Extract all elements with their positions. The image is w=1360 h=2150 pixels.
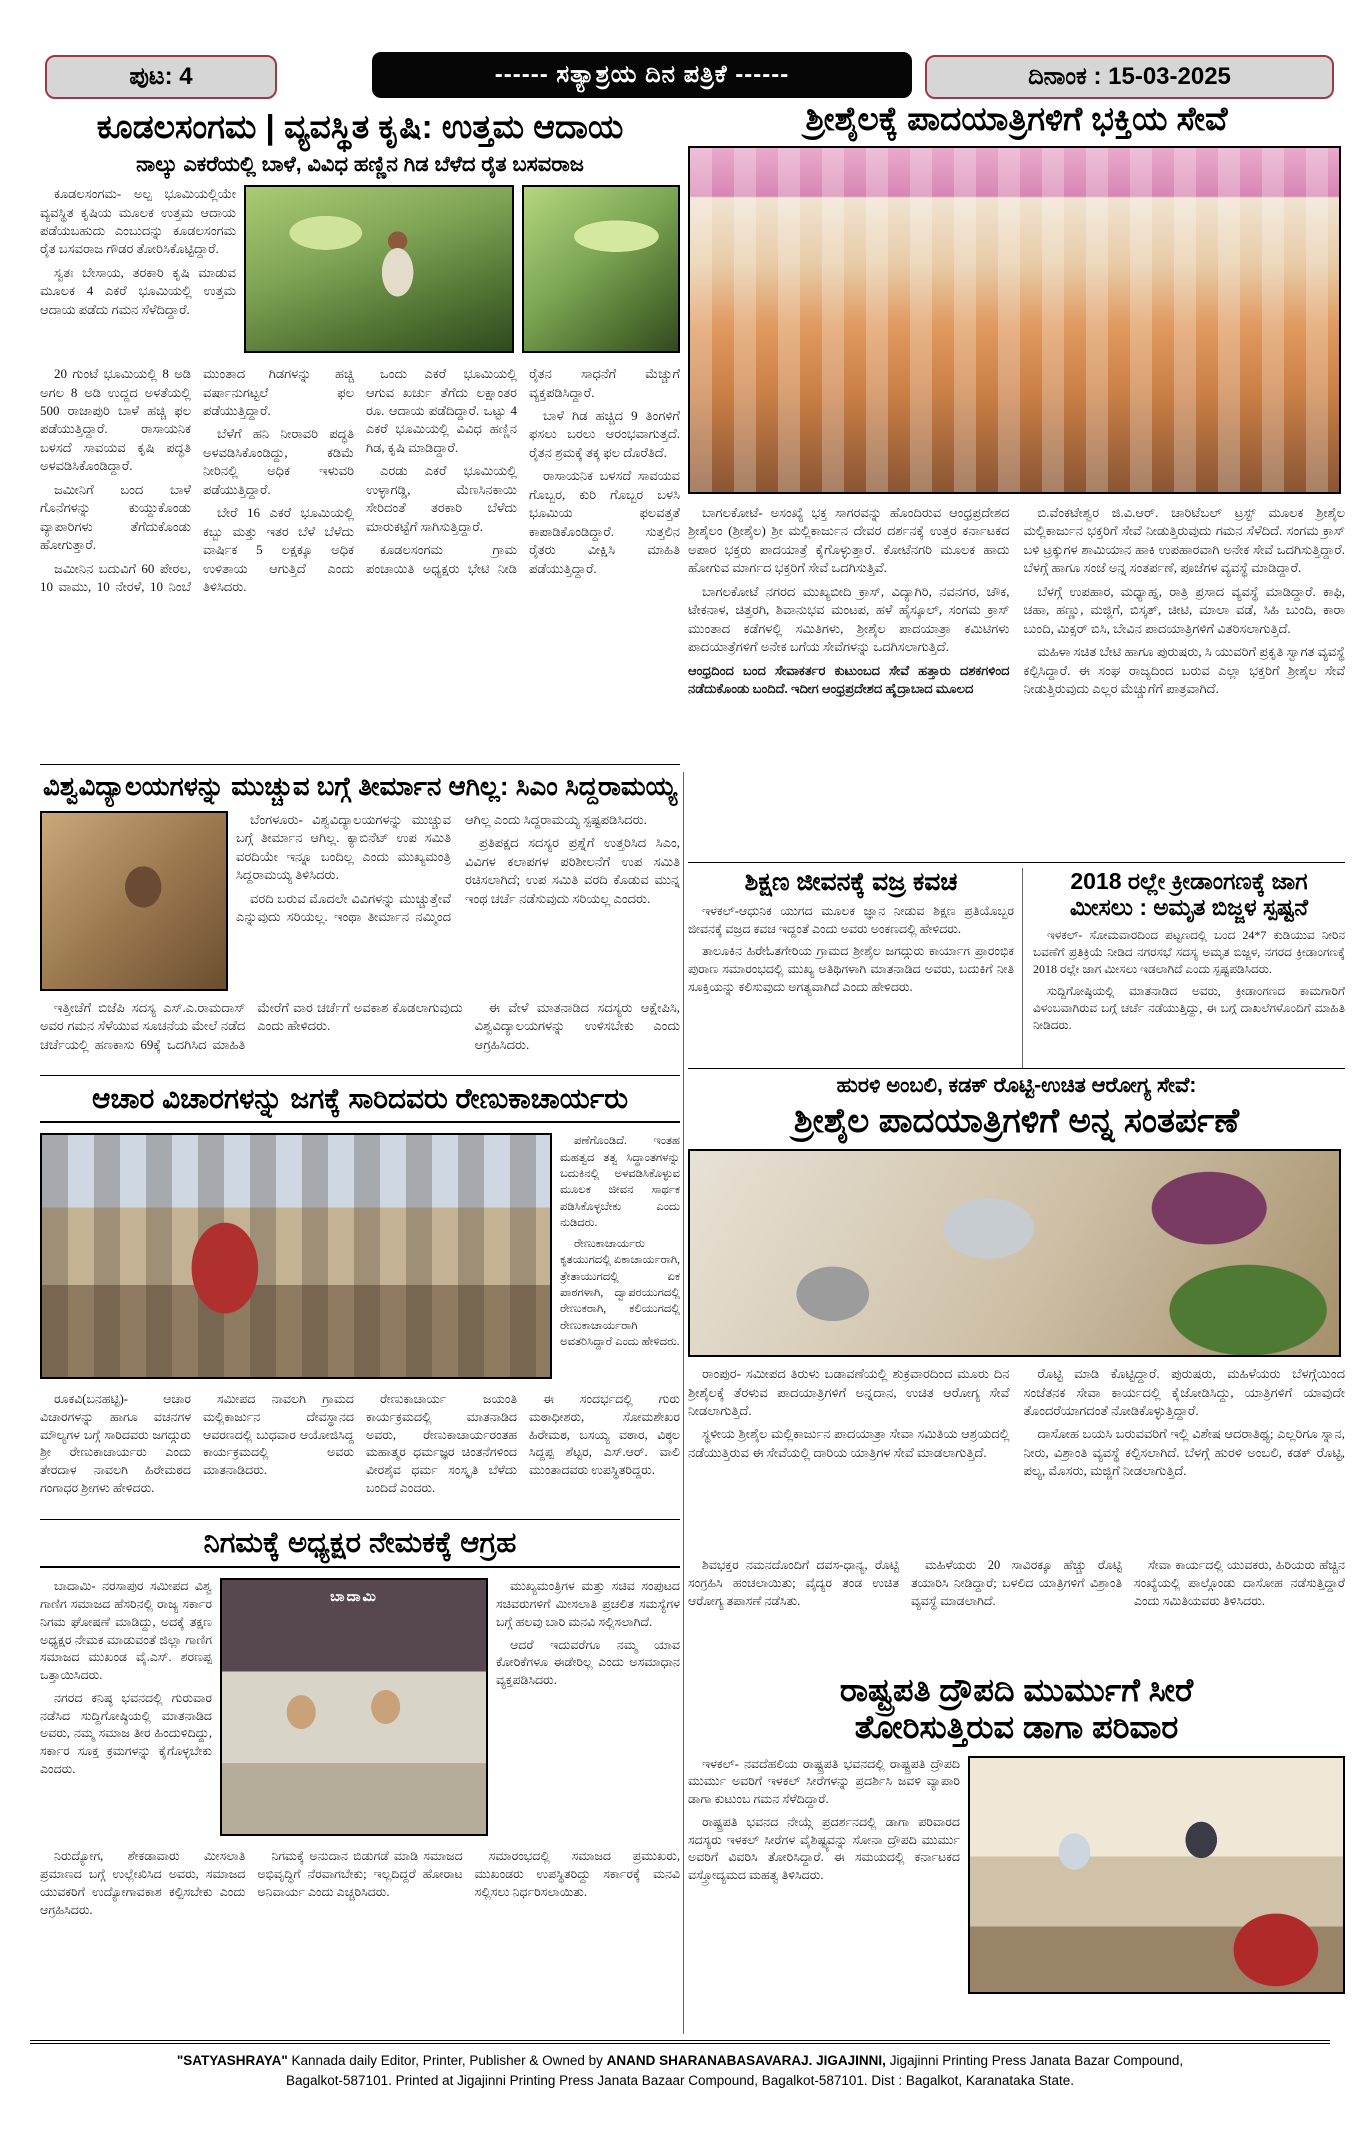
page-number-badge: [45, 55, 277, 99]
imprint-text1: Kannada daily Editor, Printer, Publisher & Owned by: [287, 2053, 607, 2068]
article-cm-universities: [40, 772, 680, 1076]
photo-pilgrims-food-service: [688, 146, 1341, 494]
article-shikshana: [688, 868, 1014, 1068]
article-santarpane: [688, 1074, 1345, 1666]
body-paragraph: ತಾಲೂಕಿನ ಹಿರೇಓತಗೇರಿಯ ಗ್ರಾಮದ ಶ್ರೀಶೈಲ ಜಗದ್ಗುರು ಕಾರ್ಯಾಗ ಪ್ರಾರಂಭಿಕ ಪುರಾಣ ಸಮಾರಂಭದಲ್ಲಿ ಮುಖ್ಯ ಅತಿಥಿಗಳಾಗಿ ಮಾತನಾಡಿದ ಅವರು, ಬದುಕಿಗೆ ನೀತಿ ಸೂಕ್ತಿಯನ್ನು ಕಲಿಸುವುದು ಅಗತ್ಯವಾಗಿದೆ ಎಂದು ಹೇಳಿದರು.: [688, 944, 1014, 994]
article-bijjala-headline-line1: 2018 ರಲ್ಲೇ ಕ್ರೀಡಾಂಗಣಕ್ಕೆ ಜಾಗ: [1070, 868, 1308, 894]
body-paragraph: ರಾಂಪುರ- ಸಮೀಪದ ತಿರುಳು ಬಡಾವಣೆಯಲ್ಲಿ ಶುಕ್ರವಾರದಿಂದ ಮೂರು ದಿನ ಶ್ರೀಶೈಲಕ್ಕೆ ತೆರಳುವ ಪಾದಯಾತ್ರಿಗಳಿಗೆ ಅನ್ನದಾನ, ಉಚಿತ ಆರೋಗ್ಯ ಸೇವೆ ನೀಡಲಾಗುತ್ತಿದೆ.: [688, 1366, 1010, 1418]
body-paragraph: ಬೆಳಗ್ಗೆ ಉಪಹಾರ, ಮಧ್ಯಾಹ್ನ, ರಾತ್ರಿ ಪ್ರಸಾದ ವ್ಯವಸ್ಥೆ ಮಾಡಿದ್ದಾರೆ. ಕಾಫಿ, ಚಹಾ, ಹಣ್ಣು, ಮಜ್ಜಿಗೆ, ಬಿಸ್ಕತ್, ಚೀಟಿ, ಮಾಲಾ ವಡೆ, ಸಿಹಿ ಬುಂದಿ, ಕಾರಾ ಬುಂದಿ, ಮಿಕ್ಸರ್ ಬಿಸಿ, ಬೇವಿನ ಪಾದಯಾತ್ರಿಗಳಿಗೆ ವಿತರಿಸಲಾಗುತ್ತಿದೆ.: [1023, 583, 1345, 636]
article-nigama-left-col: [40, 1578, 212, 1840]
body-paragraph: ನಿಗಮಕ್ಕೆ ಅನುದಾನ ಬಿಡುಗಡೆ ಮಾಡಿ ಸಮಾಜದ ಅಭಿವೃದ್ಧಿಗೆ ನೆರವಾಗಬೇಕು; ಇಲ್ಲದಿದ್ದರೆ ಹೋರಾಟ ಅನಿವಾರ್ಯ ಎಂದು ಎಚ್ಚರಿಸಿದರು.: [257, 1849, 463, 1899]
article-nigama: [40, 1527, 680, 2032]
date-badge: [925, 55, 1334, 99]
article-srishaila-body-part1: [688, 504, 1010, 657]
sub-articles-row: [688, 868, 1345, 1069]
article-santarpane-headline: ಶ್ರೀಶೈಲ ಪಾದಯಾತ್ರಿಗಳಿಗೆ ಅನ್ನ ಸಂತರ್ಪಣೆ: [793, 1102, 1240, 1140]
body-paragraph: ಮುಖ್ಯಮಂತ್ರಿಗಳ ಮತ್ತು ಸಚಿವ ಸಂಪುಟದ ಸಚಿವರುಗಳಿಗೆ ಮೀಸಲಾತಿ ಪ್ರಚಲಿತ ಸಮಸ್ಯೆಗಳ ಬಗ್ಗೆ ಹಲವು ಬಾರಿ ಮನವಿ ಸಲ್ಲಿಸಲಾಗಿದೆ.: [496, 1579, 680, 1629]
body-paragraph: ಸಮೀಪದ ನಾವಲಗಿ ಗ್ರಾಮದ ಮಲ್ಲಿಕಾರ್ಜುನ ದೇವಸ್ಥಾನದ ಆವರಣದಲ್ಲಿ ಬುಧವಾರ ಆಯೋಜಿಸಿದ್ದ ಕಾರ್ಯಕ್ರಮದಲ್ಲಿ ಅವರು ಮಾತನಾಡಿದರು.: [203, 1392, 354, 1478]
body-paragraph: ರೂಕವಿ(ಬನಹಟ್ಟಿ)- ಆಚಾರ ವಿಚಾರಗಳನ್ನು ಹಾಗೂ ವಚನಗಳ ಮೌಲ್ಯಗಳ ಬಗ್ಗೆ ಸಾರಿದವರು ಜಗದ್ಗುರು ಶ್ರೀ ರೇಣುಕಾಚಾರ್ಯರು ಎಂದು ತೇರದಾಳ ನಾವಲಗಿ ಹಿರೇಮಠದ ಗಂಗಾಧರ ಶ್ರೀಗಳು ಹೇಳಿದರು.: [40, 1392, 191, 1495]
article-srishaila-inline-subhead: ಆಂಧ್ರದಿಂದ ಬಂದ ಸೇವಾಕರ್ತರ ಕುಟುಂಬದ ಸೇವೆ ಹತ್ತಾರು ದಶಕಗಳಿಂದ ನಡೆದುಕೊಂಡು ಬಂದಿದೆ. ಇದೀಗ ಆಂಧ್ರಪ್ರದೇಶದ ಹೈದ್ರಾಬಾದ ಮೂಲದ: [688, 662, 1010, 697]
body-paragraph: ಜಮೀನಿನ ಬದುವಿಗೆ 60 ಪೇರಲ, 10 ವಾಮು, 10 ನೇರಳೆ, 10 ನಿಂಬೆ ಮುಂತಾದ ಗಿಡಗಳನ್ನು ಹಚ್ಚಿ ವರ್ಷಾನುಗಟ್ಟಲೆ ಫಲ ಪಡೆಯುತ್ತಿದ್ದಾರೆ.: [40, 366, 354, 595]
article-farming-subhead: ನಾಲ್ಕು ಎಕರೆಯಲ್ಲಿ ಬಾಳೆ, ವಿವಿಧ ಹಣ್ಣಿನ ಗಿಡ ಬೆಳೆದ ರೈತ ಬಸವರಾಜ: [136, 152, 584, 176]
article-renukacharya: [40, 1083, 680, 1520]
body-paragraph: ಈ ವೇಳೆ ಮಾತನಾಡಿದ ಸದಸ್ಯರು ಆಕ್ಷೇಪಿಸಿ, ವಿಶ್ವವಿದ್ಯಾಲಯಗಳನ್ನು ಉಳಿಸಬೇಕು ಎಂದು ಆಗ್ರಹಿಸಿದರು.: [474, 999, 680, 1052]
article-nigama-body: [40, 1848, 680, 2013]
article-bijjala-headline-line2: ಮೀಸಲು : ಅಮೃತ ಬಿಜ್ಜಳ ಸ್ಪಷ್ಟನೆ: [1069, 894, 1309, 921]
body-paragraph: ಬೆಂಗಳೂರು- ವಿಶ್ವವಿದ್ಯಾಲಯಗಳನ್ನು ಮುಚ್ಚುವ ಬಗ್ಗೆ ತೀರ್ಮಾನ ಆಗಿಲ್ಲ. ಕ್ಯಾಬಿನೆಟ್ ಉಪ ಸಮಿತಿ ವರದಿಯೇ ಇನ್ನೂ ಬಂದಿಲ್ಲ ಎಂದು ಮುಖ್ಯಮಂತ್ರಿ ಸಿದ್ದರಾಮಯ್ಯ ತಿಳಿಸಿದರು.: [236, 811, 451, 883]
body-paragraph: ಇಳಕಲ್- ಸೋಮವಾರದಿಂದ ಪಟ್ಟಣದಲ್ಲಿ ಬಂದ 24*7 ಕುಡಿಯುವ ನೀರಿನ ಬವಣೆಗೆ ಪ್ರತಿಕ್ರಿಯೆ ನೀಡಿದ ನಗರಸಭೆ ಸದಸ್ಯ ಅಮೃತ ಬಿಜ್ಜಳ, ನಗರದ ಕ್ರೀಡಾಂಗಣಕ್ಕೆ 2018 ರಲ್ಲೇ ಜಾಗ ಮೀಸಲು ಇಡಲಾಗಿದೆ ಎಂದು ಸ್ಪಷ್ಟಪಡಿಸಿದರು.: [1033, 927, 1345, 976]
photo-banana-farmer: [244, 185, 514, 353]
article-nigama-headline: ನಿಗಮಕ್ಕೆ ಅಧ್ಯಕ್ಷರ ನೇಮಕಕ್ಕೆ ಆಗ್ರಹ: [40, 1527, 680, 1568]
article-murmu-body: [688, 1756, 960, 1996]
body-paragraph: ಬೆಳೆಗೆ ಹನಿ ನೀರಾವರಿ ಪದ್ಧತಿ ಅಳವಡಿಸಿಕೊಂಡಿದ್ದು, ಕಡಿಮೆ ನೀರಿನಲ್ಲಿ ಅಧಿಕ ಇಳುವರಿ ಪಡೆಯುತ್ತಿದ್ದಾರೆ.: [203, 426, 354, 497]
body-paragraph: ನಿರುದ್ಯೋಗ, ಶೇಕಡಾವಾರು ಮೀಸಲಾತಿ ಪ್ರಮಾಣದ ಬಗ್ಗೆ ಉಲ್ಲೇಖಿಸಿದ ಅವರು, ಸಮಾಜದ ಯುವಕರಿಗೆ ಉದ್ಯೋಗಾವಕಾಶ ಕಲ್ಪಿಸಬೇಕು ಎಂದು ಆಗ್ರಹಿಸಿದರು.: [40, 1849, 246, 1917]
photo-murmu-saree-presentation: [968, 1756, 1345, 1994]
imprint-line2: Bagalkot-587101. Printed at Jigajinni Printing Press Janata Bazaar Compound, Bagalkot-587101. Dist : Bagalkot, Karanataka State.: [286, 2073, 1074, 2089]
article-renuka-headline: ಆಚಾರ ವಿಚಾರಗಳನ್ನು ಜಗಕ್ಕೆ ಸಾರಿದವರು ರೇಣುಕಾಚಾರ್ಯರು: [40, 1083, 680, 1123]
article-renuka-side: [560, 1133, 680, 1383]
article-bijjala: [1022, 868, 1345, 1068]
photo-renuka-gathering: [40, 1133, 552, 1379]
body-paragraph: ಪಣೆಗೊಂಡಿದೆ. ಇಂತಹ ಮಹತ್ವದ ತತ್ವ ಸಿದ್ಧಾಂತಗಳನ್ನು ಬದುಕಿನಲ್ಲಿ ಅಳವಡಿಸಿಕೊಳ್ಳುವ ಮೂಲಕ ಜೀವನ ಸಾರ್ಥಕ ಪಡಿಸಿಕೊಳ್ಳಬೇಕು ಎಂದು ನುಡಿದರು.: [560, 1135, 680, 1229]
article-cm-body: [40, 999, 680, 1073]
article-farming-headline: ಕೂಡಲಸಂಗಮ | ವ್ಯವಸ್ಥಿತ ಕೃಷಿ: ಉತ್ತಮ ಆದಾಯ: [96, 108, 624, 145]
article-farming-body: [40, 365, 680, 737]
body-paragraph: ದಾಸೋಹ ಬಯಸಿ ಬರುವವರಿಗೆ ಇಲ್ಲಿ ವಿಶೇಷ ಆದರಾತಿಥ್ಯ; ಎಲ್ಲರಿಗೂ ಸ್ನಾನ, ನೀರು, ವಿಶ್ರಾಂತಿ ವ್ಯವಸ್ಥೆ ಕಲ್ಪಿಸಲಾಗಿದೆ. ಬೆಳಗ್ಗೆ ಹುರಳಿ ಅಂಬಲಿ, ಕಡಕ್ ರೊಟ್ಟಿ, ಪಲ್ಯ, ಮೊಸರು, ಮಜ್ಜಿಗೆ ನೀಡಲಾಗುತ್ತಿದೆ.: [1023, 1426, 1345, 1479]
column-divider: [683, 772, 684, 2034]
body-paragraph: ಮಹಿಳೆಯರು 20 ಸಾವಿರಕ್ಕೂ ಹೆಚ್ಚು ರೊಟ್ಟಿ ತಯಾರಿಸಿ ನೀಡಿದ್ದಾರೆ; ಬಳಲಿದ ಯಾತ್ರಿಗಳಿಗೆ ವಿಶ್ರಾಂತಿ ವ್ಯವಸ್ಥೆ ಮಾಡಲಾಗಿದೆ.: [911, 1558, 1122, 1608]
body-paragraph: ಸುದ್ದಿಗೋಷ್ಠಿಯಲ್ಲಿ ಮಾತನಾಡಿದ ಅವರು, ಕ್ರೀಡಾಂಗಣದ ಕಾಮಗಾರಿಗೆ ವಿಳಂಬವಾಗಿರುವ ಬಗ್ಗೆ ಚರ್ಚೆ ನಡೆಯುತ್ತಿದ್ದು, ಈ ಬಗ್ಗೆ ದಾಖಲೆಗಳೊಂದಿಗೆ ಮಾಹಿತಿ ನೀಡಿದರು.: [1033, 983, 1345, 1033]
article-nigama-right-col: [496, 1578, 680, 1840]
imprint-paper-name: "SATYASHRAYA": [176, 2053, 288, 2068]
body-paragraph: ಈ ಸಂದರ್ಭದಲ್ಲಿ ಗುರು ಮಠಾಧೀಶರು, ಸೋಮಶೇಖರ ಹಿರೇಮಠ, ಬಸಯ್ಯ ವಠಾರ, ವಿಠ್ಠಲ ಸಿದ್ದಪ್ಪ ಶೆಟ್ಟರ, ಎಸ್.ಆರ್. ವಾಲಿ ಮುಂತಾದವರು ಉಪಸ್ಥಿತರಿದ್ದರು.: [529, 1392, 680, 1478]
article-murmu-headline-line1: ರಾಷ್ಟ್ರಪತಿ ದ್ರೌಪದಿ ಮುರ್ಮುಗೆ ಸೀರೆ: [839, 1672, 1194, 1708]
body-paragraph: ಬಾಳೆ ಗಿಡ ಹಚ್ಚಿದ 9 ತಿಂಗಳಿಗೆ ಫಸಲು ಬರಲು ಆರಂಭವಾಗುತ್ತದೆ. ರೈತನ ಶ್ರಮಕ್ಕೆ ತಕ್ಕ ಫಲ ದೊರೆತಿದೆ.: [529, 407, 680, 460]
page-number-label: ಪುಟ: 4: [129, 63, 193, 90]
photo-vegetables-kitchen: [688, 1149, 1341, 1357]
body-paragraph: ಬೇರೆ 16 ಎಕರೆ ಭೂಮಿಯಲ್ಲಿ ಕಬ್ಬು ಮತ್ತು ಇತರ ಬೆಳೆ ಬೆಳೆದು ವಾರ್ಷಿಕ 5 ಲಕ್ಷಕ್ಕೂ ಅಧಿಕ ಉಳಿತಾಯ ಆಗುತ್ತಿದೆ ಎಂದು ತಿಳಿಸಿದರು.: [203, 505, 354, 595]
body-paragraph: ಆದರೆ ಇದುವರೆಗೂ ನಮ್ಮ ಯಾವ ಕೋರಿಕೆಗಳೂ ಈಡೇರಿಲ್ಲ ಎಂದು ಅಸಮಾಧಾನ ವ್ಯಕ್ತಪಡಿಸಿದರು.: [496, 1637, 680, 1688]
body-paragraph: ಸೇವಾ ಕಾರ್ಯದಲ್ಲಿ ಯುವಕರು, ಹಿರಿಯರು ಹೆಚ್ಚಿನ ಸಂಖ್ಯೆಯಲ್ಲಿ ಪಾಲ್ಗೊಂಡು ದಾಸೋಹ ನಡೆಸುತ್ತಿದ್ದಾರೆ ಎಂದು ಸಮಿತಿಯವರು ತಿಳಿಸಿದರು.: [1134, 1558, 1345, 1608]
body-paragraph: ವರದಿ ಬರುವ ಮೊದಲೇ ವಿವಿಗಳನ್ನು ಮುಚ್ಚುತ್ತೇವೆ ಎನ್ನುವುದು ಸರಿಯಲ್ಲ. ಇಂಥಾ ತೀರ್ಮಾನ ನಮ್ಮಿಂದ ಆಗಿಲ್ಲ ಎಂದು ಸಿದ್ದರಾಮಯ್ಯ ಸ್ಪಷ್ಟಪಡಿಸಿದರು.: [236, 811, 647, 925]
article-murmu-headline-line2: ತೋರಿಸುತ್ತಿರುವ ಡಾಗಾ ಪರಿವಾರ: [854, 1708, 1179, 1745]
body-paragraph: ಬಿ.ವೆಂಕಟೇಶ್ವರ ಜಿ.ವಿ.ಆರ್. ಚಾರಿಟೆಬಲ್ ಟ್ರಸ್ಟ್ ಮೂಲಕ ಶ್ರೀಶೈಲ ಮಲ್ಲಿಕಾರ್ಜುನ ಭಕ್ತರಿಗೆ ಸೇವೆ ನೀಡುತ್ತಿರುವುದು ಗಮನ ಸೆಳೆದಿದೆ. ಸಂಗಮ ಕ್ರಾಸ್ ಬಳಿ ಟ್ರಕ್ಕುಗಳ ಶಾಮಿಯಾನ ಹಾಕಿ ಉಪಹಾರವಾಗಿ ಅನೇಕ ಸೇವೆ ಒದಗಿಸುತ್ತಿದ್ದಾರೆ. ಬೆಳಗ್ಗೆ ಹಾಗೂ ಸಂಜೆ ಅನ್ನ ಸಂತರ್ಪಣೆ, ಪೂಜೆಗಳ ವ್ಯವಸ್ಥೆ ಮಾಡಿದ್ದಾರೆ.: [1023, 504, 1345, 576]
article-santarpane-body2: [688, 1557, 1345, 1645]
body-paragraph: ಬಾಗಲಕೋಟೆ ನಗರದ ಮುಖ್ಯಬೀದಿ ಕ್ರಾಸ್, ವಿದ್ಯಾಗಿರಿ, ನವನಗರ, ಚೌಕ, ಟೇಕನಾಳ, ಚಿತ್ತರಗಿ, ಶಿವಾನುಭವ ಮಂಟಪ, ಹಳೆ ಹೈಸ್ಕೂಲ್, ಸಂಗಮ ಕ್ರಾಸ್ ಮುಂತಾದ ಕಡೆಗಳಲ್ಲಿ ಸಮಿತಿಗಳು, ಶ್ರೀಶೈಲ ಪಾದಯಾತ್ರಾ ಕಮಿಟಿಗಳು ಪಾದಯಾತ್ರೆಗಳಿಗೆ ಅನೇಕ ಬಗೆಯ ಸೇವೆಗಳನ್ನು ಒದಗಿಸಲಾಗುತ್ತಿದೆ.: [688, 583, 1010, 655]
body-paragraph: ಸಮಾರಂಭದಲ್ಲಿ ಸಮಾಜದ ಪ್ರಮುಖರು, ಮುಖಂಡರು ಉಪಸ್ಥಿತರಿದ್ದು ಸರ್ಕಾರಕ್ಕೆ ಮನವಿ ಸಲ್ಲಿಸಲು ನಿರ್ಧರಿಸಲಾಯಿತು.: [474, 1849, 680, 1899]
body-paragraph: ಬಾಗಲಕೋಟೆ- ಅಸಂಖ್ಯೆ ಭಕ್ತ ಸಾಗರವನ್ನು ಹೊಂದಿರುವ ಆಂಧ್ರಪ್ರದೇಶದ ಶ್ರೀಶೈಲಂ (ಶ್ರೀಶೈಲ) ಶ್ರೀ ಮಲ್ಲಿಕಾರ್ಜುನ ದೇವರ ದರ್ಶನಕ್ಕೆ ಉತ್ತರ ಕರ್ನಾಟಕದ ಅಪಾರ ಭಕ್ತರು ಪಾದಯಾತ್ರೆ ಕೈಗೊಳ್ಳುತ್ತಾರೆ. ಕೋಟೆನಗರಿ ಮೂಲಕ ಹಾದು ಹೋಗುವ ಮಾರ್ಗದ ಭಕ್ತರಿಗೆ ಸೇವೆ ಒದಗಿಸುತ್ತಿವೆ.: [688, 504, 1010, 576]
imprint-owner-name: ANAND SHARANABASAVARAJ. JIGAJINNI,: [606, 2053, 886, 2068]
masthead-title: ------ ಸತ್ಯಾಶ್ರಯ ದಿನ ಪತ್ರಿಕೆ ------: [494, 61, 790, 88]
article-farming: [40, 108, 680, 765]
body-paragraph: ಎರಡು ಎಕರೆ ಭೂಮಿಯಲ್ಲಿ ಉಳ್ಳಾಗಡ್ಡಿ, ಮೆಣಸಿನಕಾಯಿ ಸೇರಿದಂತೆ ತರಕಾರಿ ಬೆಳೆದು ಮಾರುಕಟ್ಟೆಗೆ ಸಾಗಿಸುತ್ತಿದ್ದಾರೆ.: [366, 463, 517, 534]
body-paragraph: ಇಳಕಲ್- ನವದೆಹಲಿಯ ರಾಷ್ಟ್ರಪತಿ ಭವನದಲ್ಲಿ ರಾಷ್ಟ್ರಪತಿ ದ್ರೌಪದಿ ಮುರ್ಮು ಅವರಿಗೆ ಇಳಕಲ್ ಸೀರೆಗಳನ್ನು ಪ್ರದರ್ಶಿಸಿ ಜವಳಿ ವ್ಯಾಪಾರಿ ಡಾಗಾ ಕುಟುಂಬ ಗಮನ ಸೆಳೆದಿದ್ದಾರೆ.: [688, 1756, 960, 1807]
body-paragraph: ರೇಣುಕಾಚಾರ್ಯರು ಕೃತಯುಗದಲ್ಲಿ ಏಕಾಚಾರ್ಯರಾಗಿ, ತ್ರೇತಾಯುಗದಲ್ಲಿ ಏಕ ಪಾಠಗಳಾಗಿ, ದ್ವಾಪರಯುಗದಲ್ಲಿ ರೇಣುಕರಾಗಿ, ಕಲಿಯುಗದಲ್ಲಿ ರೇಣುಕಾಚಾರ್ಯರಾಗಿ ಅವತರಿಸಿದ್ದಾರೆ ಎಂದು ಹೇಳಿದರು.: [560, 1238, 680, 1349]
body-paragraph: ಸ್ವತಃ ಬೇಸಾಯ, ತರಕಾರಿ ಕೃಷಿ ಮಾಡುವ ಮೂಲಕ 4 ಎಕರೆ ಭೂಮಿಯಲ್ಲಿ ಉತ್ತಮ ಆದಾಯ ಪಡೆದು ಗಮನ ಸೆಳೆದಿದ್ದಾರೆ.: [40, 264, 236, 317]
body-paragraph: ಜಮೀನಿಗೆ ಬಂದ ಬಾಳೆ ಗೊನೆಗಳನ್ನು ಕುಯ್ದುಕೊಂಡು ವ್ಯಾಪಾರಿಗಳು ತೆಗೆದುಕೊಂಡು ಹೋಗುತ್ತಾರೆ.: [40, 481, 191, 553]
article-srishaila-body-part2: [1024, 504, 1346, 699]
article-renuka-body: [40, 1391, 680, 1517]
article-shikshana-headline: ಶಿಕ್ಷಣ ಜೀವನಕ್ಕೆ ವಜ್ರ ಕವಚ: [744, 868, 958, 896]
imprint-text2: Jigajinni Printing Press Janata Bazar Compound,: [885, 2053, 1184, 2068]
article-cm-headline: ವಿಶ್ವವಿದ್ಯಾಲಯಗಳನ್ನು ಮುಚ್ಚುವ ಬಗ್ಗೆ ತೀರ್ಮಾನ ಆಗಿಲ್ಲ: ಸಿಎಂ ಸಿದ್ದರಾಮಯ್ಯ: [42, 772, 678, 801]
body-paragraph: ರಾಷ್ಟ್ರಪತಿ ಭವನದ ನೇಯ್ಗೆ ಪ್ರದರ್ಶನದಲ್ಲಿ ಡಾಗಾ ಪರಿವಾರದ ಸದಸ್ಯರು ಇಳಕಲ್ ಸೀರೆಗಳ ವೈಶಿಷ್ಟ್ಯವನ್ನು ಸೋನಾ ದ್ರೌಪದಿ ಮುರ್ಮು ಅವರಿಗೆ ವಿವರಿಸಿ ತೋರಿಸಿದ್ದಾರೆ. ಈ ಸಮಯದಲ್ಲಿ ಕರ್ನಾಟಕದ ವಸ್ತ್ರೋದ್ಯಮದ ಮಹತ್ವ ತಿಳಿಸಿದರು.: [688, 1814, 960, 1883]
photo-banana-leaves: [522, 185, 680, 353]
body-paragraph: ನಗರದ ಕನಿಷ್ಠ ಭವನದಲ್ಲಿ ಗುರುವಾರ ನಡೆಸಿದ ಸುದ್ದಿಗೋಷ್ಠಿಯಲ್ಲಿ ಮಾತನಾಡಿದ ಅವರು, ನಮ್ಮ ಸಮಾಜ ತೀರ ಹಿಂದುಳಿದಿದ್ದು, ಸರ್ಕಾರ ಸೂಕ್ತ ಕ್ರಮಗಳನ್ನು ಕೈಗೊಳ್ಳಬೇಕು ಎಂದರು.: [40, 1690, 212, 1776]
article-murmu-saree: [688, 1672, 1345, 2032]
photo-cm-siddaramaiah: [40, 811, 228, 991]
article-shikshana-body: [688, 903, 1014, 1053]
article-santarpane-body: [688, 1365, 1345, 1553]
body-paragraph: ರಾಸಾಯನಿಕ ಬಳಸದೆ ಸಾವಯವ ಗೊಬ್ಬರ, ಕುರಿ ಗೊಬ್ಬರ ಬಳಸಿ ಭೂಮಿಯ ಫಲವತ್ತತೆ ಕಾಪಾಡಿಕೊಂಡಿದ್ದಾರೆ. ಸುತ್ತಲಿನ ರೈತರು ವೀಕ್ಷಿಸಿ ಮಾಹಿತಿ ಪಡೆಯುತ್ತಿದ್ದಾರೆ.: [529, 468, 680, 576]
body-paragraph: ರೇಣುಕಾಚಾರ್ಯ ಜಯಂತಿ ಕಾರ್ಯಕ್ರಮದಲ್ಲಿ ಮಾತನಾಡಿದ ಅವರು, ರೇಣುಕಾಚಾರ್ಯರಂತಹ ಮಹಾತ್ಮರ ಧರ್ಮಜ್ಞರ ಚಿಂತನೆಗಳಿಂದ ವೀರಶೈವ ಧರ್ಮ ಸಂಸ್ಕೃತಿ ಬೆಳೆದು ಬಂದಿದೆ ಎಂದರು.: [366, 1392, 517, 1495]
masthead: [372, 52, 912, 98]
article-bijjala-body: [1033, 927, 1345, 1047]
photo-banner-text: ಬಾದಾಮಿ: [330, 1588, 378, 1605]
body-paragraph: ಶಿವಭಕ್ತರ ನಮನದೊಂದಿಗೆ ದವಸ-ಧಾನ್ಯ, ರೊಟ್ಟಿ ಸಂಗ್ರಹಿಸಿ ಹಂಚಲಾಯಿತು; ವೈದ್ಯರ ತಂಡ ಉಚಿತ ಆರೋಗ್ಯ ತಪಾಸಣೆ ನಡೆಸಿತು.: [688, 1558, 899, 1608]
article-srishaila-headline: ಶ್ರೀಶೈಲಕ್ಕೆ ಪಾದಯಾತ್ರಿಗಳಿಗೆ ಭಕ್ತಿಯ ಸೇವೆ: [805, 100, 1228, 137]
body-paragraph: ಕೂಡಲಸಂಗಮ ಗ್ರಾಮ ಪಂಚಾಯಿತಿ ಅಧ್ಯಕ್ಷರು ಭೇಟಿ ನೀಡಿ ರೈತನ ಸಾಧನೆಗೆ ಮೆಚ್ಚುಗೆ ವ್ಯಕ್ತಪಡಿಸಿದ್ದಾರೆ.: [366, 366, 680, 576]
body-paragraph: ಕೂಡಲಸಂಗಮ- ಅಲ್ಪ ಭೂಮಿಯಲ್ಲಿಯೇ ವ್ಯವಸ್ಥಿತ ಕೃಷಿಯ ಮೂಲಕ ಉತ್ತಮ ಆದಾಯ ಪಡೆಯಬಹುದು ಎಂಬುದನ್ನು ಕೂಡಲಸಂಗಮ ರೈತ ಬಸವರಾಜ ಗೌಡರ ತೋರಿಸಿಕೊಟ್ಟಿದ್ದಾರೆ.: [40, 186, 236, 257]
body-paragraph: ರೊಟ್ಟಿ ಮಾಡಿ ಕೊಟ್ಟಿದ್ದಾರೆ. ಪುರುಷರು, ಮಹಿಳೆಯರು ಬೆಳಗ್ಗೆಯಿಂದ ಸಂಜೆತನಕ ಸೇವಾ ಕಾರ್ಯದಲ್ಲಿ ಕೈಜೋಡಿಸಿದ್ದು, ಯಾತ್ರಿಗಳಿಗೆ ಯಾವುದೇ ತೊಂದರೆಯಾಗದಂತೆ ನೋಡಿಕೊಳ್ಳುತ್ತಿದ್ದಾರೆ.: [1023, 1366, 1345, 1418]
body-paragraph: 20 ಗುಂಟೆ ಭೂಮಿಯಲ್ಲಿ 8 ಅಡಿ ಅಗಲ 8 ಅಡಿ ಉದ್ದದ ಅಳತೆಯಲ್ಲಿ 500 ರಾಜಾಪುರಿ ಬಾಳೆ ಹಚ್ಚಿ ಫಲ ಪಡೆಯುತ್ತಿದ್ದಾರೆ. ರಾಸಾಯನಿಕ ಬಳಸದೆ ಸಾವಯವ ಕೃಷಿ ಪದ್ಧತಿ ಅಳವಡಿಸಿಕೊಂಡಿದ್ದಾರೆ.: [40, 366, 191, 474]
body-paragraph: ಬಾದಾಮಿ- ನರಸಾಪುರ ಸಮೀಪದ ವಿಶ್ವ ಗಾಣಿಗ ಸಮಾಜದ ಹೆಸರಿನಲ್ಲಿ ರಾಜ್ಯ ಸರ್ಕಾರ ನಿಗಮ ಘೋಷಣೆ ಮಾಡಿದ್ದು, ಅದಕ್ಕೆ ತಕ್ಷಣ ಅಧ್ಯಕ್ಷರ ನೇಮಕ ಮಾಡುವಂತೆ ಜಿಲ್ಲಾ ಗಾಣಿಗ ಸಮಾಜದ ಮುಖಂಡ ವೈ.ಎಸ್. ಶರಣಪ್ಪ ಒತ್ತಾಯಿಸಿದರು.: [40, 1579, 212, 1683]
article-cm-intro: [236, 811, 680, 993]
body-paragraph: ಒಂದು ಎಕರೆ ಭೂಮಿಯಲ್ಲಿ ಆಗುವ ಖರ್ಚು ತೆಗೆದು ಲಕ್ಷಾಂತರ ರೂ. ಆದಾಯ ಪಡೆದಿದ್ದಾರೆ. ಒಟ್ಟು 4 ಎಕರೆ ಭೂಮಿಯಲ್ಲಿ ವಿವಿಧ ಹಣ್ಣಿನ ಗಿಡ, ಕೃಷಿ ಮಾಡಿದ್ದಾರೆ.: [366, 366, 517, 455]
date-label: ದಿನಾಂಕ : 15-03-2025: [1028, 63, 1231, 90]
imprint-line1: [30, 2051, 1330, 2071]
photo-nigama-press-meet: [220, 1578, 488, 1836]
body-paragraph: ಸ್ಥಳೀಯ ಶ್ರೀಶೈಲ ಮಲ್ಲಿಕಾರ್ಜುನ ಪಾದಯಾತ್ರಾ ಸೇವಾ ಸಮಿತಿಯ ಆಶ್ರಯದಲ್ಲಿ ನಡೆಯುತ್ತಿರುವ ಈ ಸೇವೆಯಲ್ಲಿ ದಾರಿಯ ಯಾತ್ರಿಗಳ ಸೇವೆ ಮಾಡಲಾಗುತ್ತಿದೆ.: [688, 1426, 1010, 1460]
body-paragraph: ಇಳಕಲ್-ಆಧುನಿಕ ಯುಗದ ಮೂಲಕ ಜ್ಞಾನ ನೀಡುವ ಶಿಕ್ಷಣ ಪ್ರತಿಯೊಬ್ಬರ ಜೀವನಕ್ಕೆ ವಜ್ರದ ಕವಚ ಇದ್ದಂತೆ ಎಂದು ಅವರು ಅಂಕಣದಲ್ಲಿ ಹೇಳಿದರು.: [688, 903, 1014, 936]
article-farming-intro: [40, 185, 236, 357]
article-srishaila-body: [688, 504, 1345, 836]
body-paragraph: ಮಹಿಳಾ ಸಚಿತ ಬೇಟಿ ಹಾಗೂ ಪುರುಷರು, ಸಿ ಯುವರಿಗೆ ಪ್ರಕೃತಿ ಸ್ವಾಗತ ವ್ಯವಸ್ಥೆ ಕಲ್ಪಿಸಿದ್ದಾರೆ. ಈ ಸಂಘ ರಾಜ್ಯದಿಂದ ಬರುವ ಎಲ್ಲಾ ಭಕ್ತರಿಗೆ ಶ್ರೀಶೈಲ ಸೇವೆ ನೀಡುತ್ತಿರುವುದು ಎಲ್ಲರ ಮೆಚ್ಚುಗೆಗೆ ಪಾತ್ರವಾಗಿದೆ.: [1023, 644, 1345, 697]
body-paragraph: ಪ್ರತಿಪಕ್ಷದ ಸದಸ್ಯರ ಪ್ರಶ್ನೆಗೆ ಉತ್ತರಿಸಿದ ಸಿಎಂ, ವಿವಿಗಳ ಕಲಾಪಗಳ ಪರಿಶೀಲನೆಗೆ ಉಪ ಸಮಿತಿ ರಚಿಸಲಾಗಿದೆ; ಉಪ ಸಮಿತಿ ವರದಿ ಕೊಡುವ ಮುನ್ನ ಇಂಥ ಚರ್ಚೆ ನಡೆಸುವುದು ಸರಿಯಲ್ಲ ಎಂದರು.: [465, 835, 680, 906]
article-santarpane-kicker: ಹುರಳಿ ಅಂಬಲಿ, ಕಡಕ್ ರೊಟ್ಟಿ-ಉಚಿತ ಆರೋಗ್ಯ ಸೇವೆ:: [836, 1074, 1197, 1097]
imprint-footer: [30, 2040, 1330, 2092]
article-srishaila-seva: [688, 100, 1345, 863]
body-paragraph: ಇತ್ತೀಚೆಗೆ ಬಿಜೆಪಿ ಸದಸ್ಯ ಎಸ್.ಎ.ರಾಮದಾಸ್ ಅವರ ಗಮನ ಸೆಳೆಯುವ ಸೂಚನೆಯ ಮೇಲೆ ನಡೆದ ಚರ್ಚೆಯಲ್ಲಿ ಹಣಕಾಸು 69ಕ್ಕೆ ಒದಗಿಸಿದ ಮಾಹಿತಿ ಮೇರೆಗೆ ವಾರ ಚರ್ಚೆಗೆ ಅವಕಾಶ ಕೊಡಲಾಗುವುದು ಎಂದು ಹೇಳಿದರು.: [40, 999, 463, 1052]
